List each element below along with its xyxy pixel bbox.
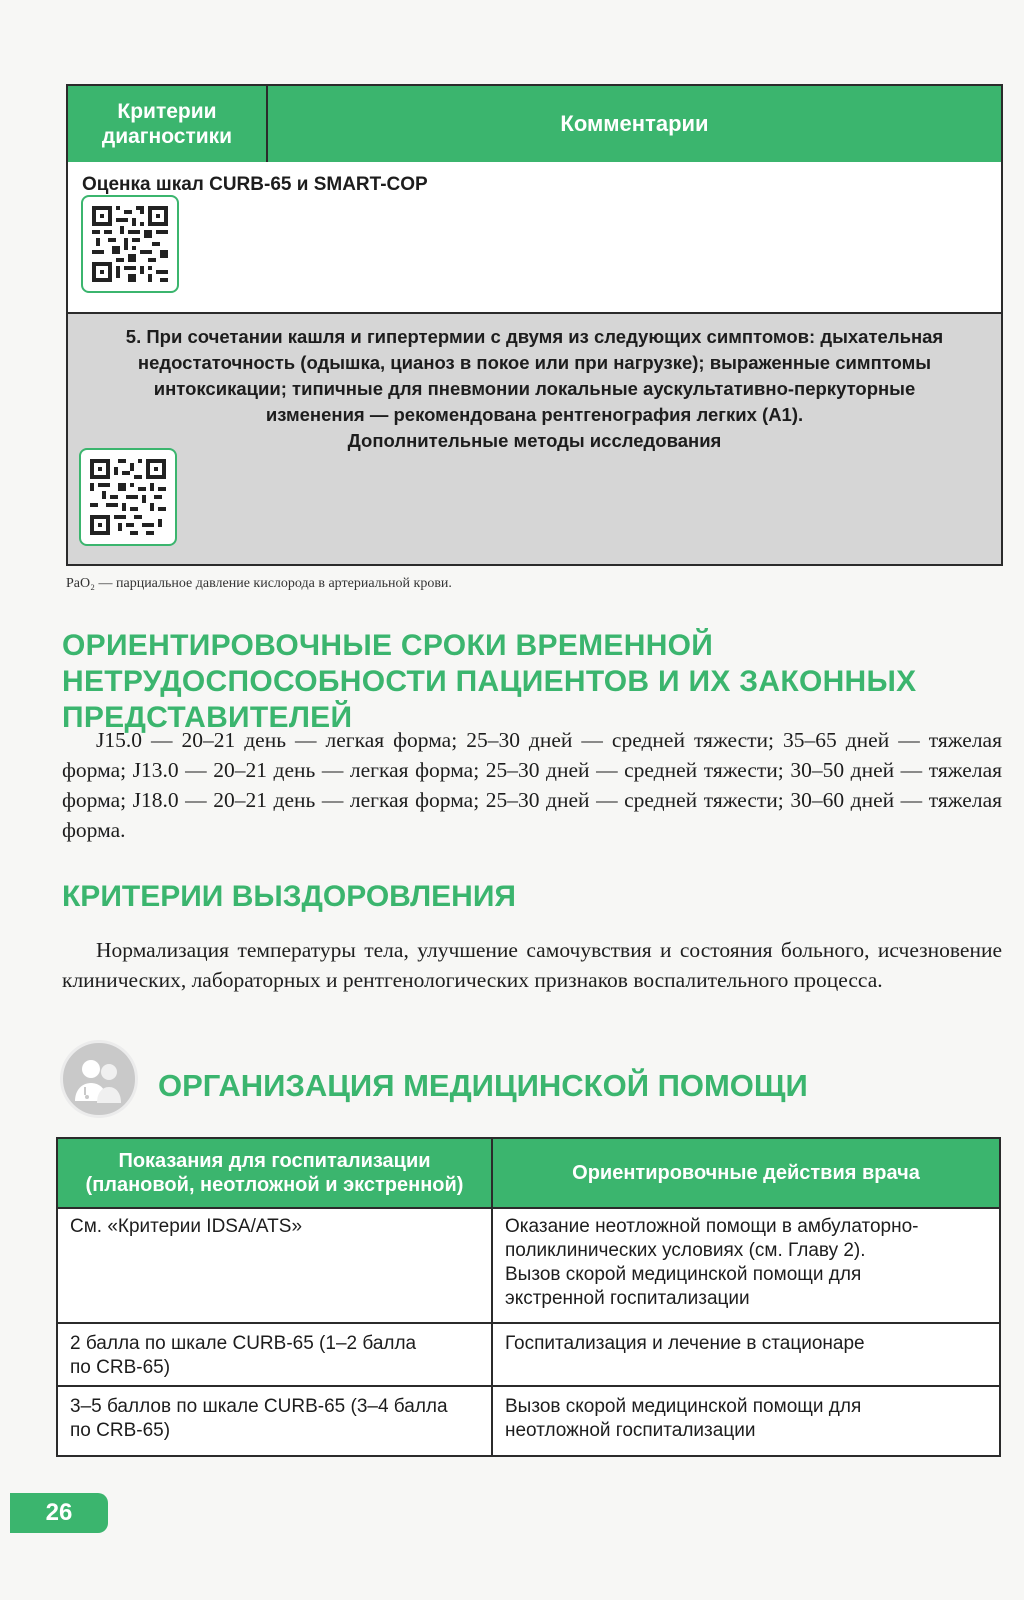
header-criteria: Критерии диагностики bbox=[68, 86, 268, 162]
qr-code-icon[interactable] bbox=[79, 448, 177, 546]
indication-cell: 2 балла по шкале CURB-65 (1–2 балла по CRB-65) bbox=[58, 1324, 493, 1385]
footnote: РаО₂ — парциальное давление кислорода в артериальной крови. bbox=[66, 576, 452, 591]
additional-methods-heading: Дополнительные методы исследования bbox=[347, 430, 722, 451]
section-title-disability: ОРИЕНТИРОВОЧНЫЕ СРОКИ ВРЕМЕННОЙ НЕТРУДОСПОСОБНОСТИ ПАЦИЕНТОВ И ИХ ЗАКОННЫХ ПРЕДСТАВИТЕЛЕЙ bbox=[62, 629, 917, 734]
header-actions: Ориентировочные действия врача bbox=[572, 1162, 920, 1184]
table-row bbox=[58, 1324, 999, 1387]
diagnostics-table bbox=[66, 84, 1003, 566]
section-title-recovery: КРИТЕРИИ ВЫЗДОРОВЛЕНИЯ bbox=[62, 880, 516, 913]
recommendation-text bbox=[108, 324, 961, 454]
action-cell: Госпитализация и лечение в стационаре bbox=[505, 1333, 865, 1354]
header-indications: Показания для госпитализации (плановой, неотложной и экстренной) bbox=[58, 1139, 493, 1207]
doctors-icon-shape bbox=[63, 1043, 135, 1115]
indication-cell: 3–5 баллов по шкале CURB-65 (3–4 балла по CRB-65) bbox=[58, 1387, 493, 1455]
recommendation-body: 5. При сочетании кашля и гипертермии с двумя из следующих симптомов: дыхательная недостаточность (одышка, цианоз в покое или при нагрузке); выраженные симптомы интоксикации; типичные для пневмонии локальные аускультативно-перкуторные изменения — рекомендована рентгенография легких (А1). bbox=[125, 326, 944, 425]
qr-code-pattern bbox=[92, 206, 168, 282]
table-row bbox=[68, 162, 1001, 314]
table-row-highlighted bbox=[68, 314, 1001, 564]
diagnostics-table-header bbox=[68, 86, 1001, 164]
hospitalization-table bbox=[56, 1137, 1001, 1457]
indication-cell: См. «Критерии IDSA/ATS» bbox=[58, 1207, 493, 1322]
table-row bbox=[58, 1207, 999, 1324]
section-text-recovery: Нормализация температуры тела, улучшение самочувствия и состояния больного, исчезновение клинических, лабораторных и рентгенологических признаков воспалительного процесса. bbox=[62, 938, 1002, 992]
row-title: Оценка шкал CURB-65 и SMART-COP bbox=[82, 174, 428, 195]
action-cell: Оказание неотложной помощи в амбулаторно- поликлинических условиях (см. Главу 2). Вызов скорой медицинской помощи для экстренной госпитализации bbox=[505, 1216, 919, 1309]
section-title-medical-care: ОРГАНИЗАЦИЯ МЕДИЦИНСКОЙ ПОМОЩИ bbox=[158, 1068, 808, 1103]
qr-code-icon[interactable] bbox=[81, 195, 179, 293]
table-row bbox=[58, 1387, 999, 1455]
section-text-disability: J15.0 — 20–21 день — легкая форма; 25–30 дней — средней тяжести; 35–65 дней — тяжелая форма; J13.0 — 20–21 день — легкая форма; 25–30 дней — средней тяжести; 30–50 дней — тяжелая форма; J18.0 — 20–21 день — легкая форма; 25–30 дней — средней тяжести; 30–60 дней — тяжелая форма. bbox=[62, 728, 1002, 842]
action-cell: Вызов скорой медицинской помощи для неотложной госпитализации bbox=[505, 1396, 862, 1441]
hospitalization-table-header bbox=[58, 1139, 999, 1209]
header-comments: Комментарии bbox=[560, 111, 709, 136]
qr-code-pattern bbox=[90, 459, 166, 535]
page-number: 26 bbox=[10, 1493, 108, 1533]
doctors-icon bbox=[60, 1040, 138, 1118]
